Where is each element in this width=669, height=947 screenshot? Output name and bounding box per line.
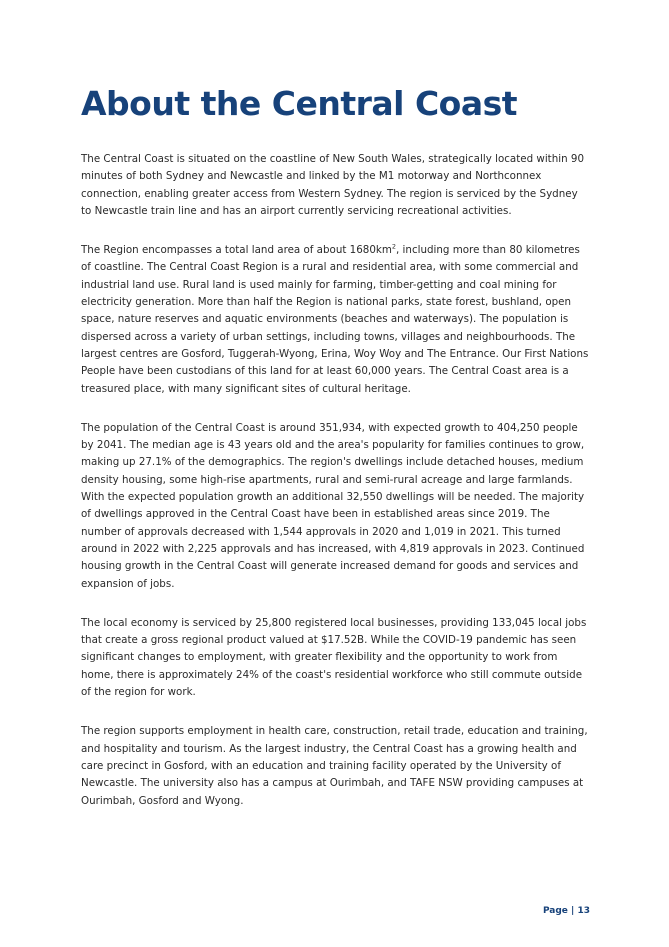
paragraph-location: The Central Coast is situated on the coastline of New South Wales, strategically located within 90 minutes of both Sydney and Newcastle and linked by the M1 motorway and Northconnex connection, enabling greater access from Western Sydney. The region is serviced by the Sydney to Newcastle train line and has an airport currently servicing recreational activities. bbox=[81, 153, 585, 217]
paragraph-region-rest: , including more than 80 kilometres of coastline. The Central Coast Region is a rural and residential area, with some commercial and industrial land use. Rural land is used mainly for farming, timber-getting and coal mining for electricity generation. More than half the Region is national parks, state forest, bushland, open space, nature reserves and aquatic environments (beaches and waterways). The population is dispersed across a variety of urban settings, including towns, villages and neighbourhoods. The largest centres are Gosford, Tuggerah-Wyong, Erina, Woy Woy and The Entrance. Our First Nations People have been custodians of this land for at least 60,000 years. The Central Coast area is a treasured place, with many significant sites of cultural heritage. bbox=[81, 244, 589, 395]
body-text bbox=[81, 151, 591, 832]
paragraph-population: The population of the Central Coast is around 351,934, with expected growth to 404,250 people by 2041. The median age is 43 years old and the area's popularity for families continues to grow, making up 27.1% of the demographics. The region's dwellings include detached houses, medium density housing, some high-rise apartments, rural and semi-rural acreage and large farmlands. With the expected population growth an additional 32,550 dwellings will be needed. The majority of dwellings approved in the Central Coast have been in established areas since 2019. The number of approvals decreased with 1,544 approvals in 2020 and 1,019 in 2021. This turned around in 2022 with 2,225 approvals and has increased, with 4,819 approvals in 2023. Continued housing growth in the Central Coast will generate increased demand for goods and services and expansion of jobs. bbox=[81, 421, 585, 590]
paragraph-employment: The region supports employment in health care, construction, retail trade, education and training, and hospitality and tourism. As the largest industry, the Central Coast has a growing health and care precinct in Gosford, with an education and training facility operated by the University of Newcastle. The university also has a campus at Ourimbah, and TAFE NSW providing campuses at Ourimbah, Gosford and Wyong. bbox=[81, 725, 588, 807]
page-number: Page | 13 bbox=[542, 906, 590, 916]
paragraph-region-start: The Region encompasses a total land area of about 1680km bbox=[81, 244, 392, 257]
paragraph-economy: The local economy is serviced by 25,800 registered local businesses, providing 133,045 local jobs that create a gross regional product valued at $17.52B. While the COVID-19 pandemic has seen significant changes to employment, with greater flexibility and the opportunity to work from home, there is approximately 24% of the coast's residential workforce who still commute outside of the region for work. bbox=[81, 616, 587, 699]
page-title: About the Central Coast bbox=[81, 84, 518, 123]
paragraph-region bbox=[81, 242, 591, 398]
superscript-squared: 2 bbox=[391, 242, 397, 251]
